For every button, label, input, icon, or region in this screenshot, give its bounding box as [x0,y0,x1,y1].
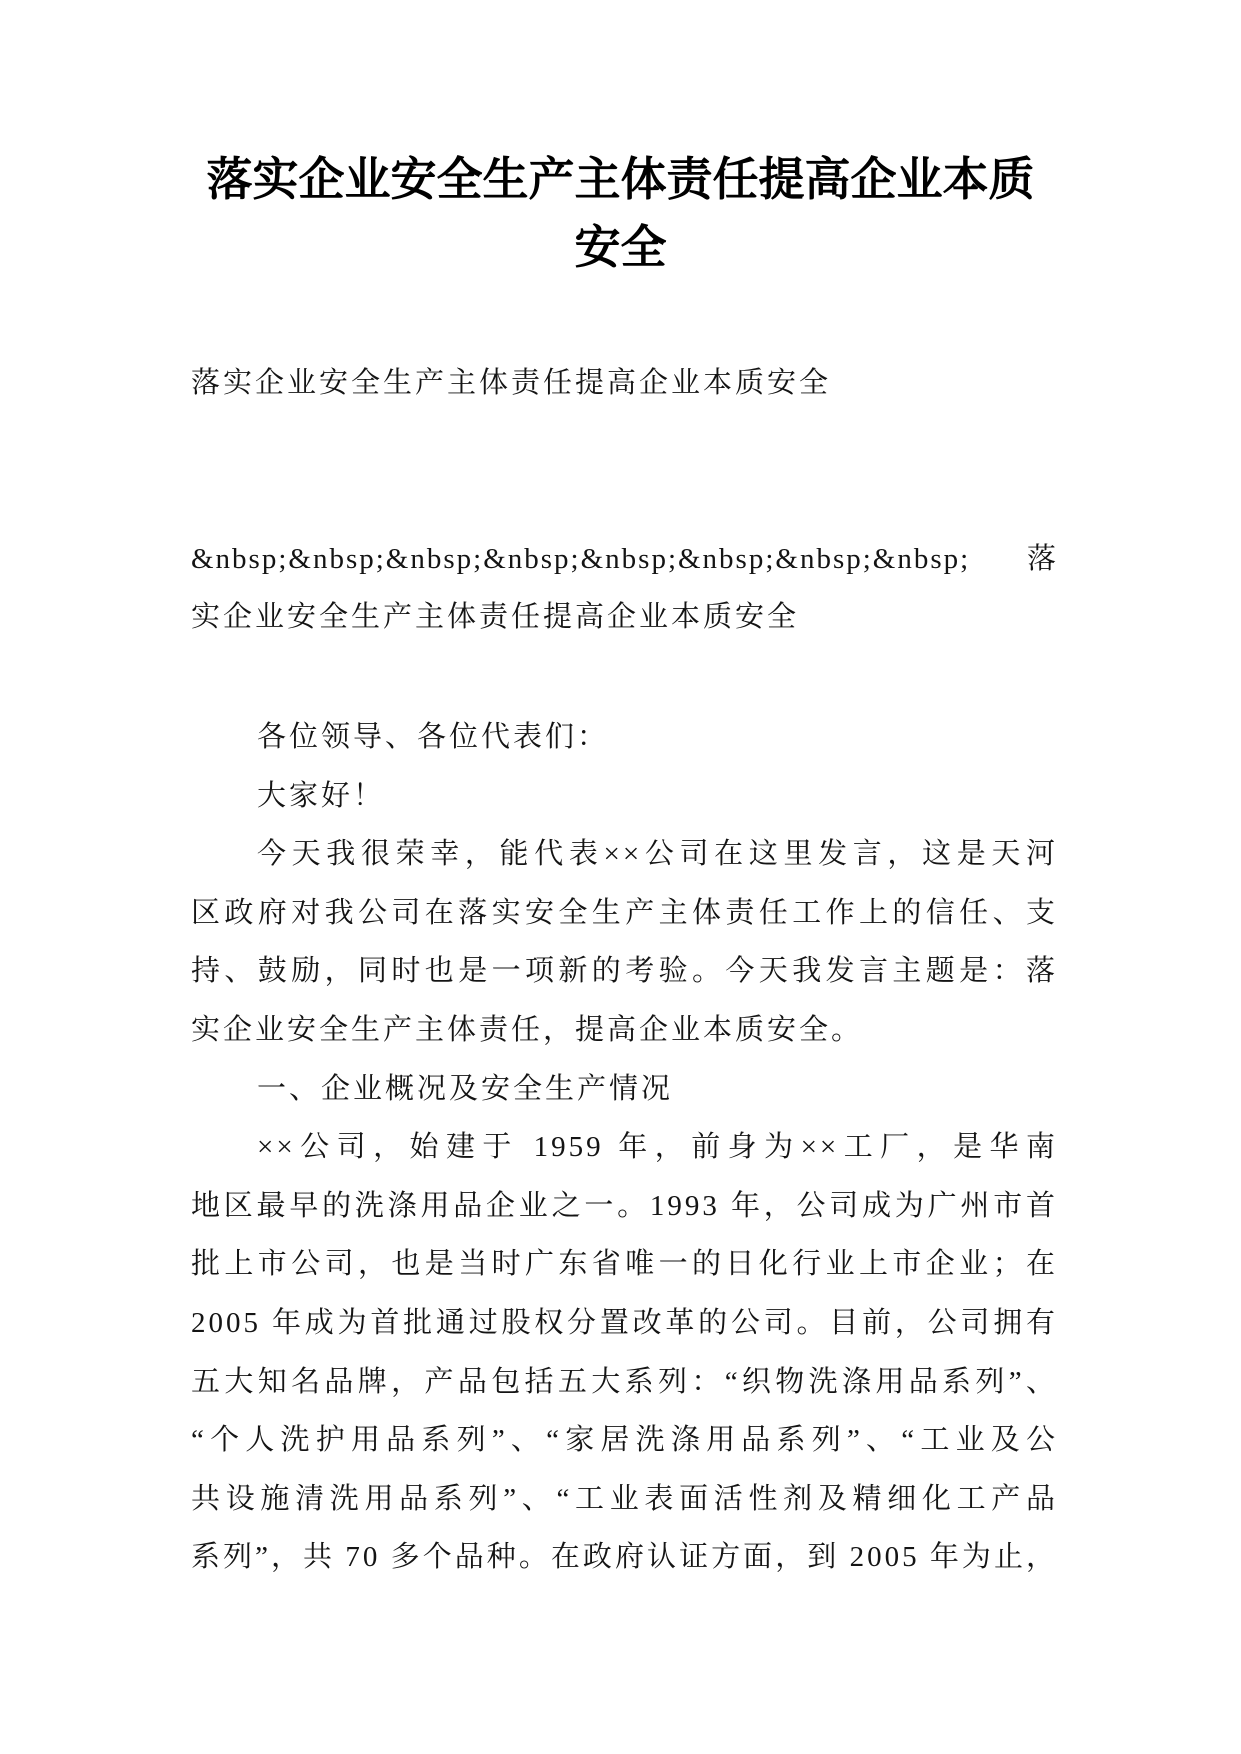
body-line: 持、鼓励，同时也是一项新的考验。今天我发言主题是：落 [191,955,1058,988]
subtitle [191,354,1058,412]
paragraph-company-overview [191,1118,1058,1587]
section-heading-line: 一、企业概况及安全生产情况 [257,1072,674,1105]
title-line: 落实企业安全生产主体责任提高企业本质 [206,154,1035,205]
paragraph-greeting [191,767,1058,826]
paragraph-introduction [191,825,1058,1059]
repeated-title-line: &nbsp;&nbsp;&nbsp;&nbsp;&nbsp;&nbsp;&nbsp;&nbsp; 落 [191,543,1058,575]
body-line: 系列”，共 70 多个品种。在政府认证方面，到 2005 年为止， [191,1541,1058,1574]
repeated-title-paragraph [191,530,1058,646]
body-line: “个人洗护用品系列”、“家居洗涤用品系列”、“工业及公 [191,1424,1058,1457]
body-line: 各位领导、各位代表们： [257,721,610,753]
body-line: 2005 年成为首批通过股权分置改革的公司。目前，公司拥有 [191,1306,1058,1339]
body-line: 地区最早的洗涤用品企业之一。1993 年，公司成为广州市首 [191,1189,1058,1222]
paragraph-salutation [191,708,1058,767]
body-line: 实企业安全生产主体责任，提高企业本质安全。 [191,1013,864,1046]
body-line: ××公司，始建于 1959 年，前身为××工厂，是华南 [257,1131,1058,1164]
document-body [191,708,1058,1587]
title-line: 安全 [574,222,667,273]
subtitle-line: 落实企业安全生产主体责任提高企业本质安全 [191,367,832,399]
body-line: 批上市公司，也是当时广东省唯一的日化行业上市企业；在 [191,1248,1058,1281]
body-line: 五大知名品牌，产品包括五大系列：“织物洗涤用品系列”、 [191,1365,1058,1398]
body-line: 共设施清洗用品系列”、“工业表面活性剂及精细化工产品 [191,1482,1058,1515]
body-line: 区政府对我公司在落实安全生产主体责任工作上的信任、支 [191,896,1058,929]
body-line: 大家好！ [257,779,386,812]
repeated-title-line: 实企业安全生产主体责任提高企业本质安全 [191,601,800,633]
section-heading [191,1060,1058,1119]
body-line: 今天我很荣幸，能代表××公司在这里发言，这是天河 [257,838,1058,871]
document-title [0,146,1241,282]
